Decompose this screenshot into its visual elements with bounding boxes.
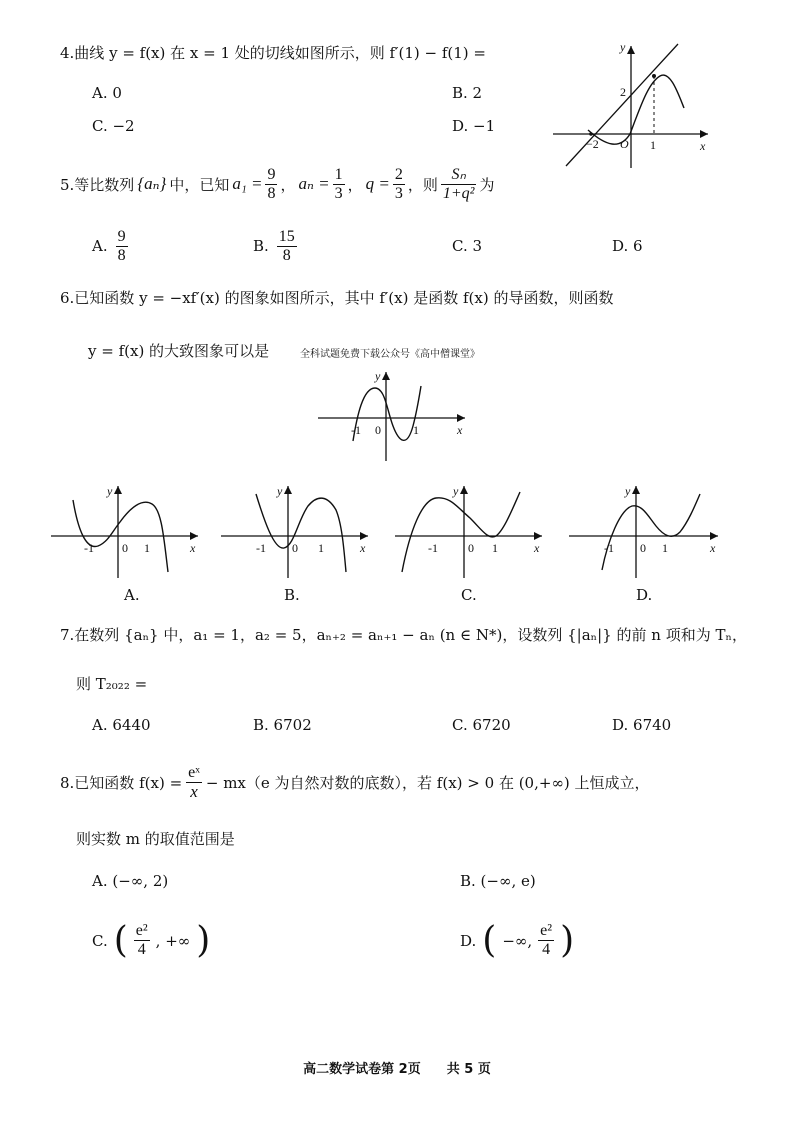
- q6-main-tick-1: 1: [413, 423, 419, 437]
- svg-text:0: 0: [640, 541, 646, 555]
- q6-main-tick-0: 0: [375, 423, 381, 437]
- q7-option-d: D. 6740: [612, 716, 672, 734]
- svg-text:-1: -1: [604, 541, 614, 555]
- q5-a1-fraction: $\frac{9}{8}$: [267, 166, 276, 202]
- q4-option-d: D. −1: [452, 117, 496, 135]
- svg-text:-1: -1: [428, 541, 438, 555]
- q4-graph-x-label: x: [700, 139, 706, 153]
- q4-option-b: B. 2: [452, 84, 483, 102]
- q6-choice-d-graph: [566, 480, 728, 580]
- q6-stem-line2: y = f(x) 的大致图象可以是: [88, 342, 270, 360]
- svg-text:y: y: [625, 484, 631, 498]
- q8-stem-start: 8.已知函数 f(x) =: [60, 774, 183, 793]
- svg-text:0: 0: [122, 541, 128, 555]
- q5-an-label: aₙ =: [298, 174, 330, 194]
- q4-graph-tick-neg2: −2: [586, 137, 599, 151]
- q5-option-a: A. $\frac{9}{8}$: [92, 228, 126, 264]
- svg-text:x: x: [710, 541, 716, 555]
- q4-tangent-graph: [548, 38, 718, 173]
- q6-choice-c-graph: [392, 480, 554, 580]
- q5-option-c: C. 3: [452, 237, 483, 255]
- q8-option-d: D. ( −∞, $\frac{\text{e²}}{4}$ ): [460, 920, 575, 961]
- page-footer: 高二数学试卷第 2页 共 5 页: [303, 1062, 491, 1077]
- svg-text:-1: -1: [84, 541, 94, 555]
- q5-mid: 中，已知: [169, 175, 230, 194]
- q6-choice-a-graph: [48, 480, 210, 580]
- q8-stem: [60, 764, 650, 801]
- q5-sequence: {aₙ}: [137, 174, 167, 194]
- q6-choice-a-label: A.: [124, 586, 140, 604]
- q5-an-fraction: $\frac{1}{3}$: [334, 166, 343, 202]
- svg-text:0: 0: [468, 541, 474, 555]
- q6-main-graph: [315, 366, 475, 464]
- q8-stem-line2: 则实数 m 的取值范围是: [76, 830, 235, 848]
- q8-stem-end: − mx（e 为自然对数的底数），若 f(x) > 0 在 (0,+∞) 上恒成立，: [205, 774, 650, 793]
- q7-stem: 7.在数列 {aₙ} 中，a₁ = 1，a₂ = 5，aₙ₊₂ = aₙ₊₁ − aₙ (n ∈ N*)，设数列 {|aₙ|} 的前 n 项和为 Tₙ，: [60, 626, 747, 644]
- q6-main-x-label: x: [457, 423, 463, 437]
- q6-stem-line1: 6.已知函数 y = −xf′(x) 的图象如图所示，其中 f′(x) 是函数 f(x) 的导函数，则函数: [60, 289, 614, 307]
- svg-text:1: 1: [662, 541, 668, 555]
- q4-option-c: C. −2: [92, 117, 135, 135]
- svg-text:1: 1: [492, 541, 498, 555]
- q5-option-b: B. $\frac{15}{8}$: [253, 228, 295, 264]
- q5-option-d: D. 6: [612, 237, 643, 255]
- watermark-text: 全科试题免费下载公众号《高中僧课堂》: [300, 349, 480, 360]
- q5-a1-label: a₁ =: [232, 174, 263, 194]
- q5-q-label: q =: [365, 174, 390, 194]
- svg-text:x: x: [534, 541, 540, 555]
- svg-text:y: y: [453, 484, 459, 498]
- svg-text:1: 1: [318, 541, 324, 555]
- q8-option-a: A. (−∞, 2): [92, 872, 169, 890]
- svg-text:y: y: [277, 484, 283, 498]
- q6-main-y-label: y: [375, 369, 381, 383]
- q6-choice-c-label: C.: [461, 586, 477, 604]
- q6-choice-b-label: B.: [284, 586, 300, 604]
- q4-graph-tick-2: 2: [620, 85, 626, 99]
- svg-text:x: x: [360, 541, 366, 555]
- svg-text:-1: -1: [256, 541, 266, 555]
- q5-expression-fraction: $\frac{\text{Sₙ}}{\text{1+q²}}$: [442, 166, 475, 202]
- q4-option-a: A. 0: [92, 84, 122, 102]
- q8-option-c: C. ( $\frac{\text{e²}}{4}$ , +∞ ): [92, 920, 211, 961]
- q4-graph-tick-1: 1: [650, 138, 656, 152]
- q7-stem-line2: 则 T₂₀₂₂ =: [76, 675, 148, 693]
- q6-choice-d-label: D.: [636, 586, 653, 604]
- svg-text:0: 0: [292, 541, 298, 555]
- svg-text:1: 1: [144, 541, 150, 555]
- q4-graph-origin: O: [620, 137, 629, 151]
- q8-option-b: B. (−∞, e): [460, 872, 536, 890]
- q6-choice-b-graph: [218, 480, 380, 580]
- q4-graph-y-label: y: [620, 40, 626, 54]
- q8-fraction: $\frac{\text{eˣ}}{x}$: [188, 764, 200, 801]
- q7-option-b: B. 6702: [253, 716, 312, 734]
- q5-prefix: 5.等比数列: [60, 175, 135, 194]
- q6-main-tick-neg1: -1: [351, 423, 361, 437]
- q7-option-a: A. 6440: [92, 716, 151, 734]
- q5-suffix: 为: [479, 175, 495, 194]
- q4-stem: 4.曲线 y = f(x) 在 x = 1 处的切线如图所示，则 f′(1) − f(1) =: [60, 44, 486, 62]
- svg-text:y: y: [107, 484, 113, 498]
- q7-option-c: C. 6720: [452, 716, 511, 734]
- q5-q-fraction: $\frac{2}{3}$: [394, 166, 403, 202]
- svg-text:x: x: [190, 541, 196, 555]
- q5-stem: 5.等比数列 {aₙ} 中，已知 a₁ = $\frac{9}{8}$ ， aₙ = $\frac{1}{3}$ ， q = $\frac{2}{3}$ ，则 $\frac{\text{Sₙ}}{\text{1+q²}}$ 为: [60, 166, 495, 202]
- q5-then: ，则: [407, 175, 438, 194]
